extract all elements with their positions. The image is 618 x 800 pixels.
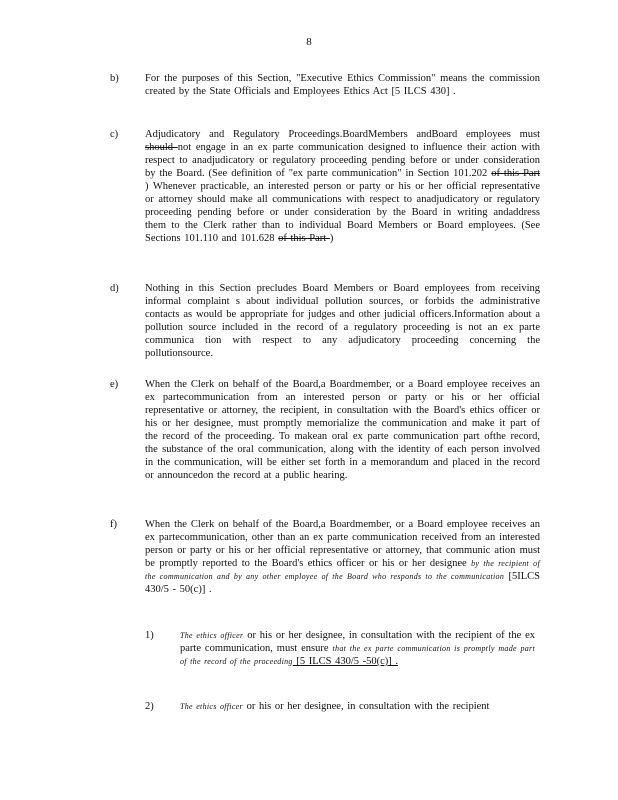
struck-text: of this Part xyxy=(491,168,540,179)
italic-text: that the ex parte communication is promptly made part of the record of the proceeding xyxy=(180,644,535,666)
paragraph-text: For the purposes of this Section, "Executive Ethics Commission" means the commission created by the State Officials and Employees Ethics Act [5 ILCS 430] . xyxy=(145,73,540,97)
text-run: Adjudicatory and Regulatory Proceedings.BoardMembers andBoard employees must xyxy=(145,129,540,140)
text-run: ) Whenever practicable, an interested person or party or his or her official representative or attorney should make all communications with respect to anadjudicatory or regulatory proceeding pending before or under consideration by the Board in writing andaddress them to the Clerk rather than to individual Board Members or Board employees. (See Sections 101.110 and 101.628 xyxy=(145,181,540,244)
text-run: ) xyxy=(329,233,334,244)
paragraph-d xyxy=(110,282,540,360)
text-run: not engage in an ex parte communication designed to influence their action with respect to anadjudicatory or regulatory proceeding pending before or under consideration by the Board. (See definition of "ex parte communication" in Section 101.202 xyxy=(145,142,540,179)
subparagraph-label: 1) xyxy=(145,630,154,641)
subparagraph-text xyxy=(180,700,535,713)
paragraph-text: Nothing in this Section precludes Board Members or Board employees from receiving informal complaint s about individual pollution sources, or forbids the administrative contacts as would be appropriate for judges and other judicial officers.Information about a pollution source included in the record of a regulatory proceeding is not an ex parte communica tion with respect to any adjudicatory proceeding concerning the pollutionsource. xyxy=(145,283,540,359)
subparagraph-text xyxy=(180,629,535,668)
paragraph-text xyxy=(145,128,540,245)
paragraph-text: When the Clerk on behalf of the Board,a Boardmember, or a Board employee receives an ex partecommunication from an interested person or party or his or her official representative or attorney, the recipient, in consultation with the Board's ethics officer or his or her designee, must promptly memorialize the communication and make it part of the record of the proceeding. To makean oral ex parte communication part ofthe record, the substance of the oral communication, along with the identity of each person involved in the communication, will be either set forth in a memorandum and placed in the record or announcedon the record at a public hearing. xyxy=(145,379,540,481)
paragraph-e xyxy=(110,378,540,482)
text-run: [5ILCS 430/5 - 50(c)] . xyxy=(145,571,540,595)
paragraph-f xyxy=(110,518,540,596)
text-run: or his or her designee, in consultation with the recipient xyxy=(242,701,490,712)
text-run: or his or her designee, in consultation with the recipient of the ex parte communication, must ensure xyxy=(180,630,535,654)
paragraph-label: f) xyxy=(110,519,117,530)
paragraph-b xyxy=(110,72,540,98)
italic-text: by the recipient of the communication and by any other employee of the Board who responds to the communication xyxy=(145,559,540,581)
paragraph-label: d) xyxy=(110,283,119,294)
italic-text: The ethics officer xyxy=(180,631,244,640)
paragraph-text xyxy=(145,518,540,596)
italic-text: The ethics officer xyxy=(180,702,243,711)
paragraph-label: b) xyxy=(110,73,119,84)
page-number: 8 xyxy=(306,36,312,48)
subparagraph-label: 2) xyxy=(145,701,154,712)
struck-text: should xyxy=(145,142,178,153)
subparagraph-1 xyxy=(145,629,535,668)
text-run: When the Clerk on behalf of the Board,a Boardmember, or a Board employee receives an ex partecommunication, other than an ex parte communication received from an interested person or party or his or her official representative or attorney, that communic ation must be promptly reported to the Board's ethics officer or his or her designee xyxy=(145,519,540,569)
subparagraph-2 xyxy=(145,700,535,713)
struck-text: of this Part xyxy=(278,233,330,244)
paragraph-c xyxy=(110,128,540,245)
paragraph-label: e) xyxy=(110,379,119,390)
text-run: [5 ILCS 430/5 -50(c)] . xyxy=(292,656,399,667)
paragraph-label: c) xyxy=(110,129,119,140)
